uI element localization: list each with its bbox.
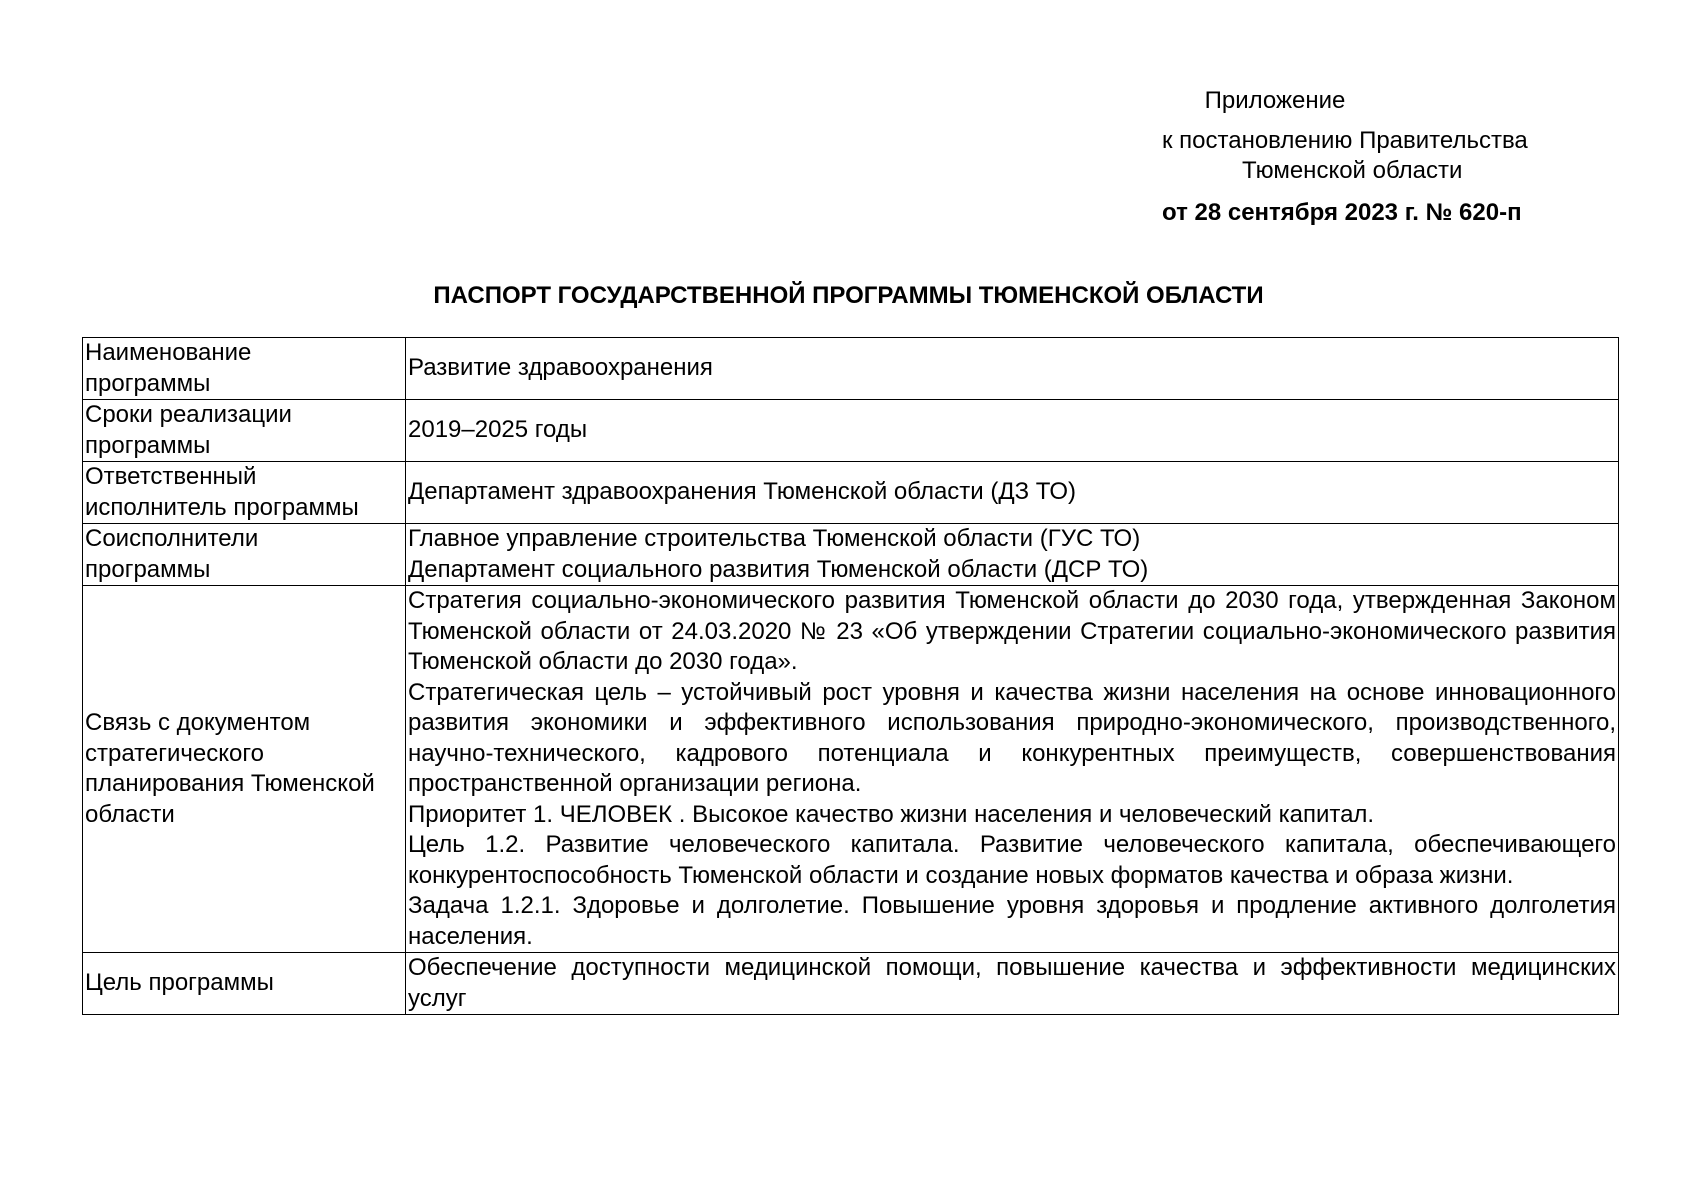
label-text: исполнитель программы [85,493,359,521]
goal-paragraph: Цель 1.2. Развитие человеческого капитала. Развитие человеческого капитала, обеспечивающего конкурентоспособность Тюменской области и создание новых форматов качества и образа жизни. [408,831,1616,889]
strategy-paragraph: Стратегия социально-экономического развития Тюменской области до 2030 года, утвержденная Законом Тюменской области от 24.03.2020 № 23 «Об утверждении Стратегии социально-экономического развития Тюменской области до 2030 года». [408,587,1616,675]
label-text: программы [85,431,211,459]
label-text: программы [85,555,211,583]
resolution-reference: от 28 сентября 2023 г. № 620-п [1162,199,1522,226]
table-row [83,586,1619,953]
responsible-executor: Департамент здравоохранения Тюменской области (ДЗ ТО) [408,478,1077,506]
label-text: программы [85,369,211,397]
appendix-header [1130,86,1630,228]
table-row [83,338,1619,400]
appendix-label: Приложение [1204,87,1346,114]
priority-paragraph: Приоритет 1. ЧЕЛОВЕК . Высокое качество жизни населения и человеческий капитал. [408,800,1375,828]
value-cell [406,953,1619,1015]
label-cell [83,338,406,400]
label-text: Наименование [85,339,252,366]
value-cell [406,462,1619,524]
program-period: 2019–2025 годы [408,416,588,444]
label-text: стратегического [85,739,264,767]
value-cell [406,338,1619,400]
label-cell [83,524,406,586]
passport-table [82,337,1619,1015]
table-row [83,400,1619,462]
label-cell [83,400,406,462]
value-cell [406,524,1619,586]
label-text: области [85,800,175,828]
strategic-goal-paragraph: Стратегическая цель – устойчивый рост уровня и качества жизни населения на основе инновационного развития экономики и эффективного использования природно-экономического, производственного, научно-технического, кадрового потенциала и конкурентных преимуществ, совершенствования пространственной организации региона. [408,678,1616,797]
co-executor: Департамент социального развития Тюменской области (ДСР ТО) [408,555,1149,583]
label-cell [83,586,406,953]
program-name: Развитие здравоохранения [408,354,713,382]
table-row [83,524,1619,586]
label-text: Связь с документом [85,709,311,736]
resolution-line-1: к постановлению Правительства [1162,127,1528,154]
label-cell [83,953,406,1015]
label-text: Цель программы [85,969,274,997]
table-row [83,462,1619,524]
value-cell [406,400,1619,462]
label-text: Соисполнители [85,525,259,552]
task-paragraph: Задача 1.2.1. Здоровье и долголетие. Повышение уровня здоровья и продление активного долголетия населения. [408,892,1616,950]
label-cell [83,462,406,524]
value-cell [406,586,1619,953]
label-text: Ответственный [85,463,257,490]
label-text: планирования Тюменской [85,770,375,797]
co-executor: Главное управление строительства Тюменской области (ГУС ТО) [408,525,1141,552]
program-goal: Обеспечение доступности медицинской помощи, повышение качества и эффективности медицинских услуг [408,954,1616,1012]
label-text: Сроки реализации [85,401,292,428]
table-row [83,953,1619,1015]
resolution-line-2: Тюменской области [1242,157,1463,184]
document-title: ПАСПОРТ ГОСУДАРСТВЕННОЙ ПРОГРАММЫ ТЮМЕНСКОЙ ОБЛАСТИ [433,282,1264,309]
